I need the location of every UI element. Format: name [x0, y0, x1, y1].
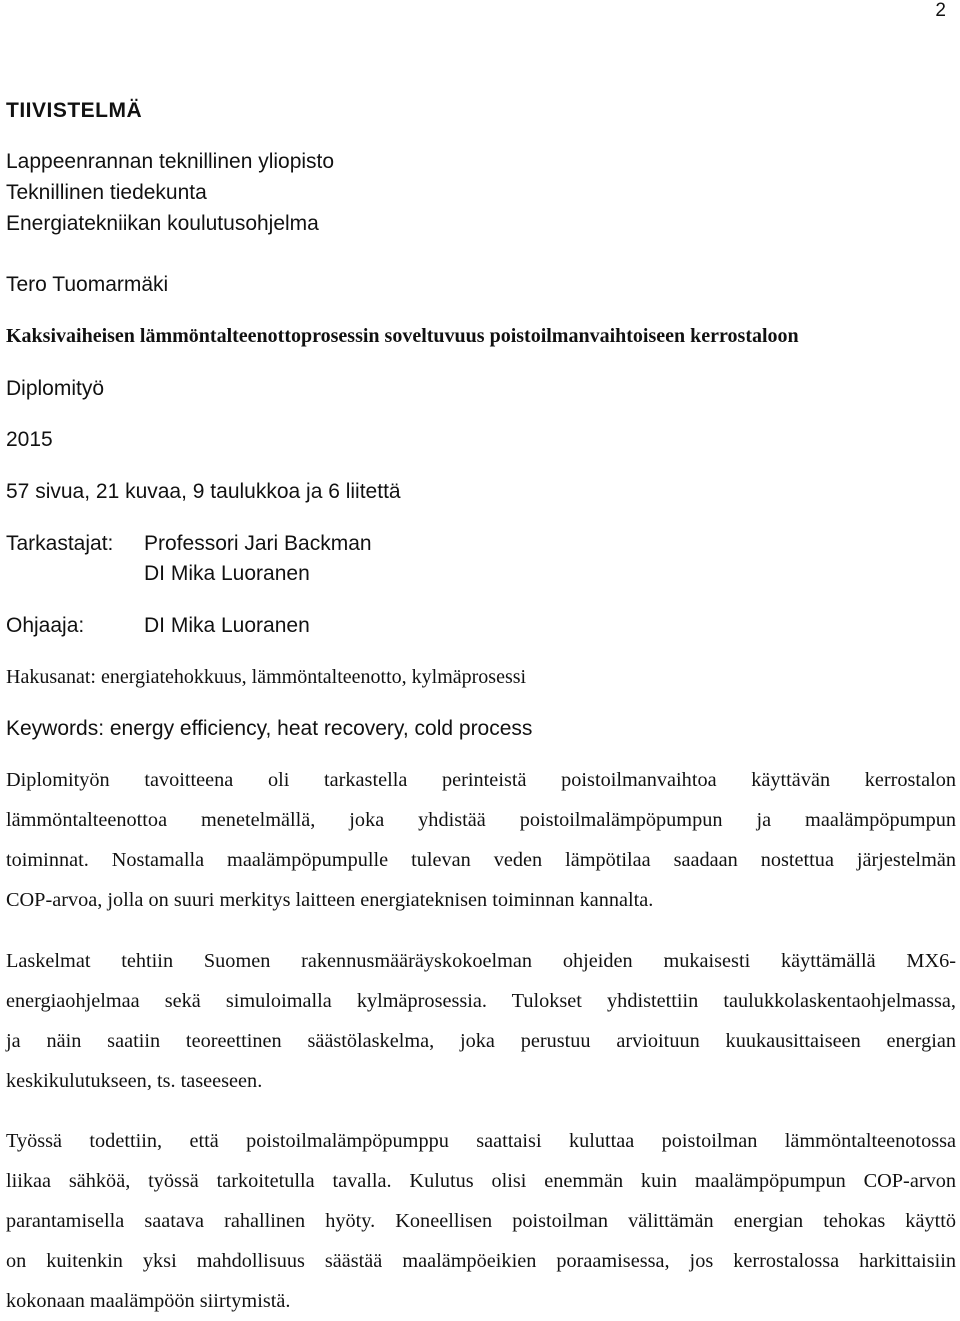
- paragraph-line: liikaa sähköä, työssä tarkoitetulla tavalla. Kulutus olisi enemmän kuin maalämpöpumpun COP-arvon: [6, 1170, 956, 1192]
- abstract-heading: TIIVISTELMÄ: [6, 99, 143, 122]
- abstract-paragraph: [6, 760, 956, 920]
- paragraph-line: lämmöntalteenottoa menetelmällä, joka yhdistää poistoilmalämpöpumpun ja maalämpöpumpun: [6, 809, 956, 831]
- paragraph-line: Laskelmat tehtiin Suomen rakennusmääräyskokoelman ohjeiden mukaisesti käyttämällä MX6-: [6, 950, 956, 972]
- paragraph-line: kokonaan maalämpöön siirtymistä.: [6, 1290, 291, 1312]
- thesis-year: 2015: [6, 428, 53, 451]
- thesis-type: Diplomityö: [6, 377, 105, 400]
- faculty-name: Teknillinen tiedekunta: [6, 181, 207, 204]
- paragraph-line: keskikulutukseen, ts. taseeseen.: [6, 1070, 263, 1092]
- paragraph-line: energiaohjelmaa sekä simuloimalla kylmäprosessia. Tulokset yhdistettiin taulukkolaskentaohjelmassa,: [6, 990, 956, 1012]
- english-keywords: Keywords: energy efficiency, heat recovery, cold process: [6, 717, 533, 740]
- examiners-label: Tarkastajat:: [6, 532, 114, 555]
- paragraph-line: ja näin saatiin teoreettinen säästölaskelma, joka perustuu arvioituun kuukausittaiseen energian: [6, 1030, 956, 1052]
- abstract-paragraph: [6, 1121, 956, 1321]
- thesis-extent: 57 sivua, 21 kuvaa, 9 taulukkoa ja 6 liitettä: [6, 480, 401, 503]
- paragraph-line: Diplomityön tavoitteena oli tarkastella perinteistä poistoilmanvaihtoa käyttävän kerrostalon: [6, 769, 956, 791]
- paragraph-line: COP-arvoa, jolla on suuri merkitys laitteen energiateknisen toiminnan kannalta.: [6, 889, 654, 911]
- supervisor-label: Ohjaaja:: [6, 614, 85, 637]
- paragraph-line: toiminnat. Nostamalla maalämpöpumpulle tulevan veden lämpötilaa saadaan nostettua järjestelmän: [6, 849, 956, 871]
- university-name: Lappeenrannan teknillinen yliopisto: [6, 150, 335, 173]
- paragraph-line: parantamisella saatava rahallinen hyöty. Koneellisen poistoilman välittämän energian tehokas käyttö: [6, 1210, 956, 1232]
- programme-name: Energiatekniikan koulutusohjelma: [6, 212, 319, 235]
- abstract-paragraph: [6, 941, 956, 1101]
- paragraph-line: Työssä todettiin, että poistoilmalämpöpumppu saattaisi kuluttaa poistoilman lämmöntalteenotossa: [6, 1130, 956, 1152]
- supervisor-name: DI Mika Luoranen: [144, 614, 310, 637]
- examiner-name: DI Mika Luoranen: [144, 562, 310, 585]
- thesis-title: Kaksivaiheisen lämmöntalteenottoprosessin soveltuvuus poistoilmanvaihtoiseen kerrostaloon: [6, 325, 799, 347]
- author-name: Tero Tuomarmäki: [6, 273, 169, 296]
- examiner-name: Professori Jari Backman: [144, 532, 372, 555]
- page-number: 2: [935, 0, 946, 21]
- paragraph-line: on kuitenkin yksi mahdollisuus säästää maalämpöeikien poraamisessa, jos kerrostalossa harkittaisiin: [6, 1250, 956, 1272]
- finnish-keywords: Hakusanat: energiatehokkuus, lämmöntalteenotto, kylmäprosessi: [6, 666, 527, 688]
